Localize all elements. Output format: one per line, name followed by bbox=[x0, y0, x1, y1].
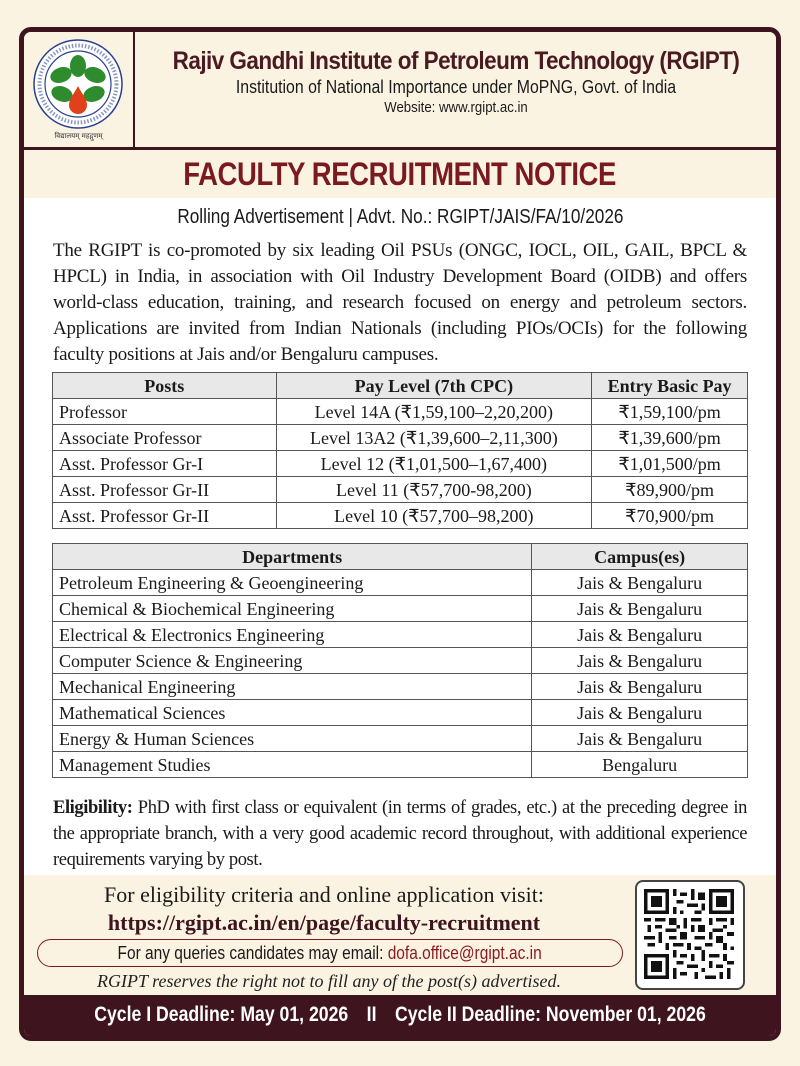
column-header: Pay Level (7th CPC) bbox=[276, 373, 592, 399]
campus-cell: Jais & Bengaluru bbox=[532, 570, 748, 596]
institute-subtitle: Institution of National Importance under MoPNG, Govt. of India bbox=[235, 77, 677, 97]
pay-level-cell: Level 12 (₹1,01,500–1,67,400) bbox=[276, 451, 592, 477]
post-cell: Asst. Professor Gr-II bbox=[53, 477, 277, 503]
post-cell: Associate Professor bbox=[53, 425, 277, 451]
department-cell: Management Studies bbox=[53, 752, 532, 778]
table-row bbox=[53, 399, 748, 425]
query-email-pill bbox=[37, 939, 623, 967]
basic-pay-cell: ₹89,900/pm bbox=[592, 477, 748, 503]
header-text bbox=[136, 46, 776, 118]
qr-code-icon bbox=[644, 889, 734, 979]
campus-cell: Jais & Bengaluru bbox=[532, 674, 748, 700]
campus-cell: Jais & Bengaluru bbox=[532, 596, 748, 622]
department-cell: Computer Science & Engineering bbox=[53, 648, 532, 674]
table-row bbox=[53, 752, 748, 778]
pay-table bbox=[52, 372, 748, 529]
department-cell: Mechanical Engineering bbox=[53, 674, 532, 700]
eligibility-paragraph bbox=[53, 795, 747, 873]
table-header-row bbox=[53, 373, 748, 399]
pay-level-cell: Level 11 (₹57,700-98,200) bbox=[276, 477, 592, 503]
campus-cell: Jais & Bengaluru bbox=[532, 726, 748, 752]
eligibility-text: PhD with first class or equivalent (in terms of grades, etc.) at the preceding degree in the appropriate branch, with a very good academic record throughout, with additional experience requirements varying by post. bbox=[53, 798, 747, 870]
post-cell: Asst. Professor Gr-II bbox=[53, 503, 277, 529]
advertisement-number: Rolling Advertisement | Advt. No.: RGIPT/JAIS/FA/10/2026 bbox=[176, 206, 624, 228]
intro-paragraph: The RGIPT is co-promoted by six leading Oil PSUs (ONGC, IOCL, OIL, GAIL, BPCL & HPCL) in India, in association with Oil Industry Development Board (OIDB) and offers world-class education, training, and research focused on energy and petroleum sectors. Applications are invited from Indian Nationals (including PIOs/OCIs) for the following faculty positions at Jais and/or Bengaluru campuses. bbox=[53, 240, 747, 365]
column-header: Campus(es) bbox=[532, 544, 748, 570]
departments-table bbox=[52, 543, 748, 778]
title-band bbox=[24, 150, 776, 198]
table-row bbox=[53, 726, 748, 752]
table-row bbox=[53, 622, 748, 648]
post-cell: Professor bbox=[53, 399, 277, 425]
column-header: Entry Basic Pay bbox=[592, 373, 748, 399]
campus-cell: Jais & Bengaluru bbox=[532, 700, 748, 726]
cycle-2-deadline: Cycle II Deadline: November 01, 2026 bbox=[394, 1003, 706, 1026]
post-cell: Asst. Professor Gr-I bbox=[53, 451, 277, 477]
campus-cell: Bengaluru bbox=[532, 752, 748, 778]
visit-text: For eligibility criteria and online application visit: bbox=[104, 882, 544, 907]
logo-box bbox=[24, 32, 135, 147]
logo-motto: विद्यालयम् महद्गुणम् bbox=[54, 132, 103, 140]
header bbox=[24, 32, 776, 150]
table-row bbox=[53, 596, 748, 622]
table-row bbox=[53, 425, 748, 451]
table-row bbox=[53, 570, 748, 596]
department-cell: Chemical & Biochemical Engineering bbox=[53, 596, 532, 622]
email-link[interactable]: dofa.office@rgipt.ac.in bbox=[388, 943, 543, 963]
table-row bbox=[53, 700, 748, 726]
query-text: For any queries candidates may email: bbox=[117, 943, 389, 963]
basic-pay-cell: ₹1,59,100/pm bbox=[592, 399, 748, 425]
deadline-separator: II bbox=[366, 1003, 377, 1026]
campus-cell: Jais & Bengaluru bbox=[532, 648, 748, 674]
table-row bbox=[53, 451, 748, 477]
column-header: Departments bbox=[53, 544, 532, 570]
department-cell: Petroleum Engineering & Geoengineering bbox=[53, 570, 532, 596]
eligibility-label: Eligibility: bbox=[53, 798, 133, 818]
table-row bbox=[53, 648, 748, 674]
website-link[interactable]: Website: www.rgipt.ac.in bbox=[384, 99, 528, 116]
notice-frame bbox=[19, 27, 781, 1041]
basic-pay-cell: ₹70,900/pm bbox=[592, 503, 748, 529]
institute-name: Rajiv Gandhi Institute of Petroleum Technology (RGIPT) bbox=[172, 47, 740, 75]
pay-level-cell: Level 10 (₹57,700–98,200) bbox=[276, 503, 592, 529]
footer bbox=[24, 875, 776, 995]
cycle-1-deadline: Cycle I Deadline: May 01, 2026 bbox=[94, 1003, 349, 1026]
department-cell: Mathematical Sciences bbox=[53, 700, 532, 726]
pay-level-cell: Level 14A (₹1,59,100–2,20,200) bbox=[276, 399, 592, 425]
table-row bbox=[53, 503, 748, 529]
department-cell: Electrical & Electronics Engineering bbox=[53, 622, 532, 648]
pay-level-cell: Level 13A2 (₹1,39,600–2,11,300) bbox=[276, 425, 592, 451]
qr-code[interactable] bbox=[635, 880, 745, 990]
basic-pay-cell: ₹1,01,500/pm bbox=[592, 451, 748, 477]
deadline-bar bbox=[24, 995, 776, 1036]
table-header-row bbox=[53, 544, 748, 570]
campus-cell: Jais & Bengaluru bbox=[532, 622, 748, 648]
column-header: Posts bbox=[53, 373, 277, 399]
notice-title: FACULTY RECRUITMENT NOTICE bbox=[183, 156, 617, 192]
department-cell: Energy & Human Sciences bbox=[53, 726, 532, 752]
rgipt-emblem-icon bbox=[30, 38, 127, 132]
table-row bbox=[53, 477, 748, 503]
basic-pay-cell: ₹1,39,600/pm bbox=[592, 425, 748, 451]
disclaimer: RGIPT reserves the right not to fill any of the post(s) advertised. bbox=[97, 971, 561, 991]
table-row bbox=[53, 674, 748, 700]
recruitment-url-link[interactable]: https://rgipt.ac.in/en/page/faculty-recruitment bbox=[107, 910, 541, 935]
